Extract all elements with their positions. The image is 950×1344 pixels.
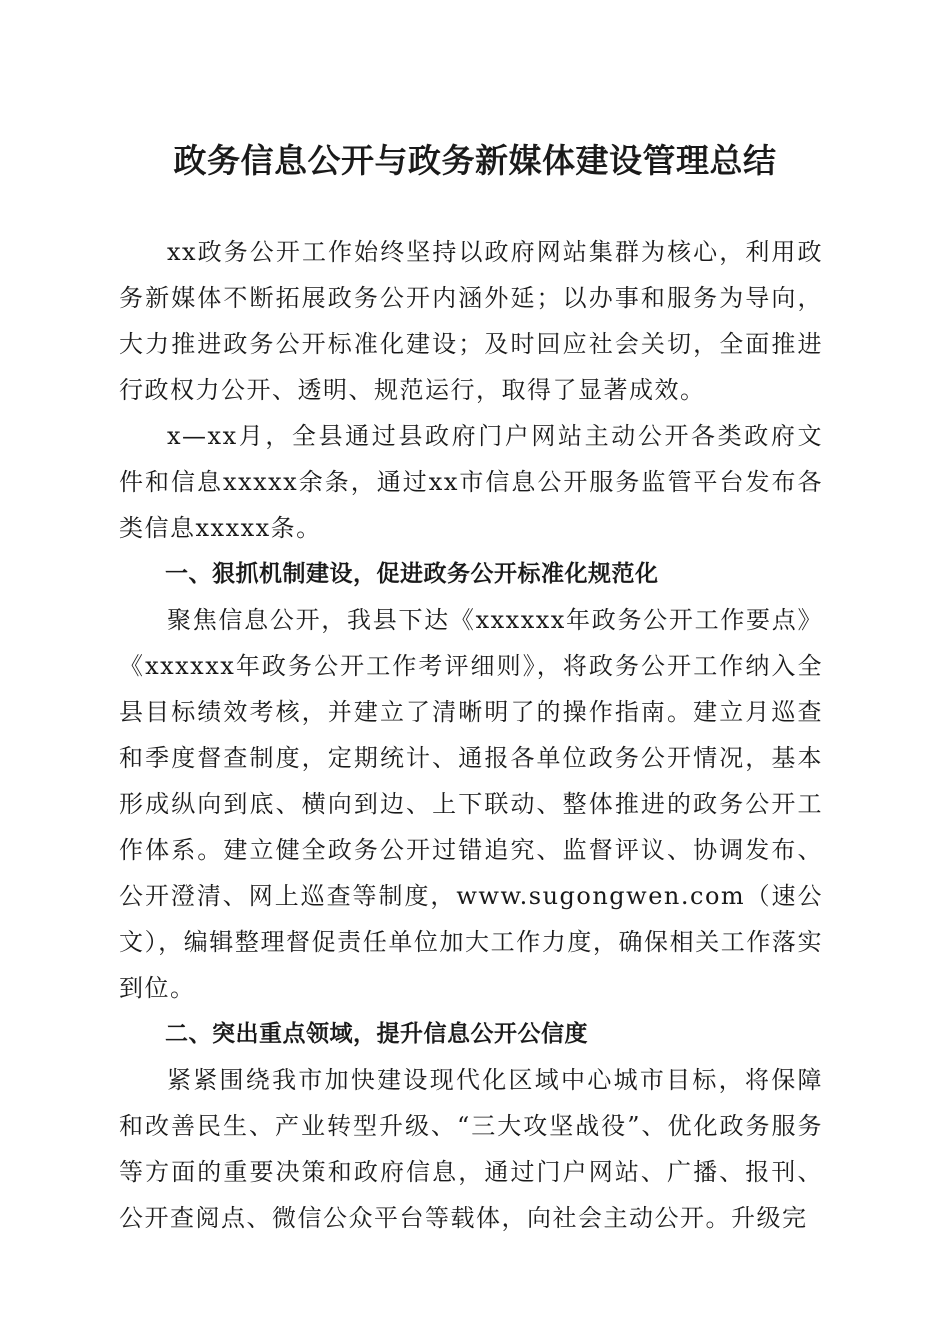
section-heading-key-areas: 二、突出重点领域，提升信息公开公信度 — [165, 1021, 588, 1047]
section-heading-mechanism: 一、狠抓机制建设，促进政务公开标准化规范化 — [165, 561, 659, 587]
paragraph-mechanism: 聚焦信息公开，我县下达《xxxxxx年政务公开工作要点》《xxxxxx年政务公开工作考评细则》，将政务公开工作纳入全县目标绩效考核，并建立了清晰明了的操作指南。建立月巡查和季度督查制度，定期统计、通报各单位政务公开情况，基本形成纵向到底、横向到边、上下联动、整体推进的政务公开工作体系。建立健全政务公开过错追究、监督评议、协调发布、公开澄清、网上巡查等制度，www.sugongwen.com（速公文），编辑整理督促责任单位加大工作力度，确保相关工作落实到位。 — [119, 606, 823, 1002]
page-title: 政务信息公开与政务新媒体建设管理总结 — [173, 141, 777, 180]
paragraph-statistics: x—xx月，全县通过县政府门户网站主动公开各类政府文件和信息xxxxx余条，通过xx市信息公开服务监管平台发布各类信息xxxxx条。 — [119, 422, 823, 542]
paragraph-key-areas: 紧紧围绕我市加快建设现代化区域中心城市目标，将保障和改善民生、产业转型升级、“三大攻坚战役”、优化政务服务等方面的重要决策和政府信息，通过门户网站、广播、报刊、公开查阅点、微信公众平台等载体，向社会主动公开。升级完 — [119, 1066, 823, 1232]
paragraph-intro: xx政务公开工作始终坚持以政府网站集群为核心，利用政务新媒体不断拓展政务公开内涵外延；以办事和服务为导向，大力推进政务公开标准化建设；及时回应社会关切，全面推进行政权力公开、透明、规范运行，取得了显著成效。 — [119, 238, 823, 404]
document-body — [119, 229, 823, 1241]
